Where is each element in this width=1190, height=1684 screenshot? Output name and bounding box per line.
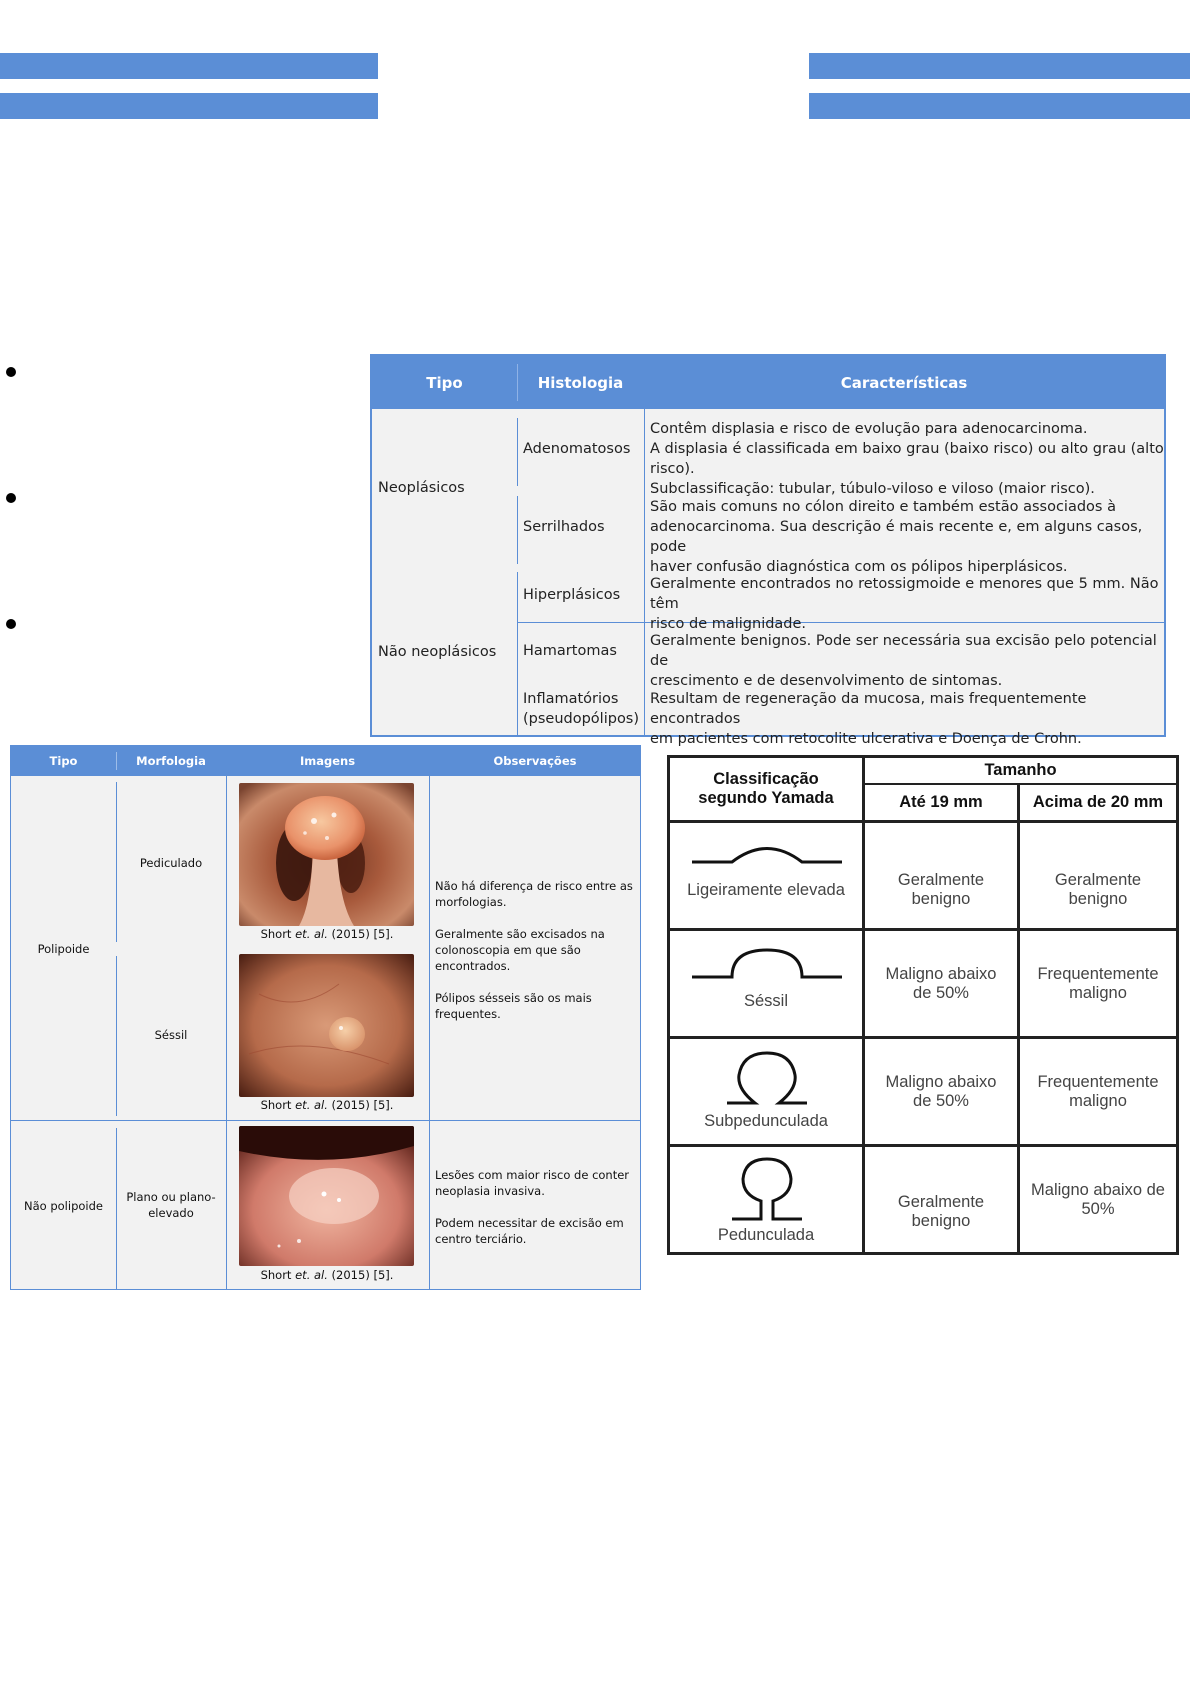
header-tipo: Tipo	[426, 373, 463, 392]
histologia-hiperplasicos: Hiperplásicos	[523, 587, 621, 603]
bullet-point	[6, 619, 16, 629]
endoscopy-image-pediculado	[239, 783, 414, 926]
shape-sessil: Séssil	[743, 991, 788, 1010]
observacoes-nao-polipoide: Lesões com maior risco de conter neoplasia invasiva. Podem necessitar de excisão em centro terciário.	[435, 1168, 630, 1246]
acima20-pedunculada: Maligno abaixo de 50%	[1031, 1180, 1165, 1218]
morfologia-plano: Plano ou plano- elevado	[126, 1190, 216, 1220]
header-bar-left-top	[0, 53, 378, 79]
header-morfologia: Morfologia	[136, 754, 206, 768]
ate19-pedunculada: Geralmente benigno	[897, 1192, 985, 1230]
header-imagens: Imagens	[299, 754, 356, 768]
morfologia-sessil: Séssil	[154, 1028, 188, 1042]
header-bar-right-top	[809, 53, 1190, 79]
morphology-table	[10, 745, 641, 1290]
tipo-nao-polipoide: Não polipoide	[24, 1199, 103, 1213]
tipo-polipoide: Polipoide	[37, 942, 90, 956]
observacoes-polipoide: Não há diferença de risco entre as morfologias. Geralmente são excisados na colonoscopia em que são encontrados. Pólipos sésseis são os mais frequentes.	[435, 879, 633, 1021]
header-ate-19mm: Até 19 mm	[899, 793, 983, 811]
caracteristicas-adenomatosos: Contêm displasia e risco de evolução para adenocarcinoma. A displasia é classificada em baixo grau (baixo risco) ou alto grau (alto risco). Subclassificação: tubular, túbulo-viloso e viloso (maior risco).	[650, 421, 1164, 497]
acima20-ligeiramente-elevada: Geralmente benigno	[1054, 870, 1142, 908]
image-caption: Short et. al. (2015) [5].	[260, 1098, 394, 1112]
group-nao-neoplasicos: Não neoplásicos	[378, 644, 497, 660]
acima20-sessil: Frequentemente maligno	[1037, 964, 1159, 1002]
histologia-hamartomas: Hamartomas	[523, 643, 617, 659]
caracteristicas-hiperplasicos: Geralmente encontrados no retossigmoide e menores que 5 mm. Não têm risco de malignidade.	[650, 576, 1159, 632]
ate19-sessil: Maligno abaixo de 50%	[885, 964, 997, 1002]
histologia-inflamatorios: Inflamatórios (pseudopólipos)	[523, 691, 640, 727]
morfologia-pediculado: Pediculado	[139, 856, 203, 870]
caracteristicas-hamartomas: Geralmente benignos. Pode ser necessária sua excisão pelo potencial de crescimento e de desenvolvimento de sintomas.	[650, 633, 1157, 689]
caracteristicas-inflamatorios: Resultam de regeneração da mucosa, mais frequentemente encontrados em pacientes com retocolite ulcerativa e Doença de Crohn.	[650, 691, 1087, 747]
header-caracteristicas: Características	[840, 373, 968, 392]
subpedunculated-shape-icon	[687, 1049, 847, 1109]
group-neoplasicos: Neoplásicos	[378, 480, 465, 496]
bullet-point	[6, 493, 16, 503]
morphology-table-header	[11, 746, 640, 776]
histology-table-header	[372, 356, 1164, 409]
shape-ligeiramente-elevada: Ligeiramente elevada	[687, 880, 845, 899]
shape-pedunculada: Pedunculada	[717, 1225, 815, 1244]
caracteristicas-serrilhados: São mais comuns no cólon direito e também estão associados à adenocarcinoma. Sua descrição é mais recente e, em alguns casos, pode haver confusão diagnóstica com os pólipos hiperplásicos.	[650, 499, 1143, 575]
image-caption: Short et. al. (2015) [5].	[260, 1268, 394, 1282]
ate19-ligeiramente-elevada: Geralmente benigno	[897, 870, 985, 908]
histologia-serrilhados: Serrilhados	[523, 519, 605, 535]
acima20-subpedunculada: Frequentemente maligno	[1037, 1072, 1159, 1110]
slightly-elevated-shape-icon	[687, 837, 847, 867]
header-histologia: Histologia	[537, 373, 624, 392]
histology-table	[370, 354, 1166, 747]
image-caption: Short et. al. (2015) [5].	[260, 927, 394, 941]
shape-subpedunculada: Subpedunculada	[704, 1111, 828, 1130]
sessile-shape-icon	[687, 945, 847, 981]
pedunculated-shape-icon	[687, 1155, 847, 1223]
header-tipo: Tipo	[49, 754, 78, 768]
header-tamanho: Tamanho	[984, 761, 1057, 779]
bullet-point	[6, 367, 16, 377]
endoscopy-image-plano	[239, 1126, 414, 1266]
header-acima-20mm: Acima de 20 mm	[1032, 793, 1164, 811]
header-classificacao: Classificação segundo Yamada	[698, 770, 834, 807]
header-bar-left-bottom	[0, 93, 378, 119]
yamada-table	[667, 755, 1179, 1255]
header-bar-right-bottom	[809, 93, 1190, 119]
histologia-adenomatosos: Adenomatosos	[523, 441, 631, 457]
header-observacoes: Observações	[493, 754, 577, 768]
ate19-subpedunculada: Maligno abaixo de 50%	[885, 1072, 997, 1110]
endoscopy-image-sessil	[239, 954, 414, 1097]
